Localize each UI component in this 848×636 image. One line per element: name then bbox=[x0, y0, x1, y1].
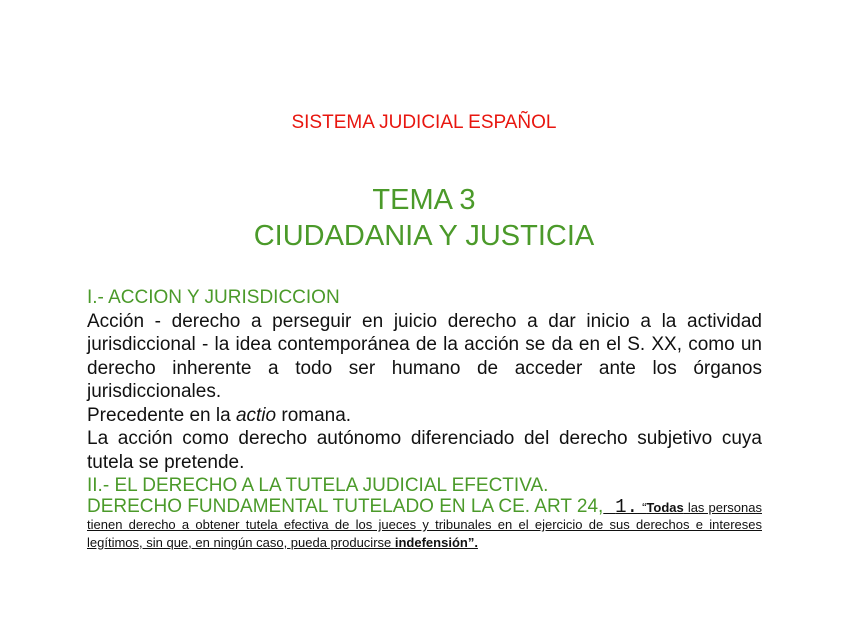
title-line-1: TEMA 3 bbox=[372, 184, 476, 216]
paragraph-precedente bbox=[87, 404, 762, 428]
paragraph-accion: Acción - derecho a perseguir en juicio derecho a dar inicio a la actividad jurisdiccional - la idea contemporánea de la acción se da en el S. XX, como un derecho inherente a todo ser humano de acceder ante los órganos jurisdiccionales. bbox=[87, 310, 762, 402]
title-line-2: CIUDADANIA Y JUSTICIA bbox=[253, 220, 595, 252]
quote-bold-end: indefensión”. bbox=[394, 534, 478, 550]
precedente-text: Precedente en la bbox=[87, 404, 236, 426]
section-1-heading: I.- ACCION Y JURISDICCION bbox=[87, 287, 340, 308]
quote-body: las personas tienen derecho a obtener tutela efectiva de los jueces y tribunales en el ejercicio de sus derechos e intereses legítimos, sin que, en ningún caso, pueda producirse bbox=[87, 499, 762, 550]
paragraph-accion-autonoma: La acción como derecho autónomo diferenciado del derecho subjetivo cuya tutela se pretende. bbox=[87, 428, 762, 473]
precedente-end: romana. bbox=[276, 404, 352, 426]
quote-bold-start: Todas bbox=[646, 499, 684, 515]
actio-term: actio bbox=[235, 404, 277, 426]
article-reference: DERECHO FUNDAMENTAL TUTELADO EN LA CE. ART 24, bbox=[87, 495, 604, 517]
section-2-heading: II.- EL DERECHO A LA TUTELA JUDICIAL EFECTIVA. bbox=[87, 475, 549, 496]
subject-header: SISTEMA JUDICIAL ESPAÑOL bbox=[291, 112, 557, 133]
article-24-quote bbox=[87, 495, 762, 552]
article-number bbox=[603, 496, 615, 518]
quote-open: “ bbox=[637, 499, 647, 515]
slide-body bbox=[87, 286, 762, 551]
article-number-value: 1. bbox=[615, 495, 638, 518]
slide-title bbox=[0, 182, 848, 254]
